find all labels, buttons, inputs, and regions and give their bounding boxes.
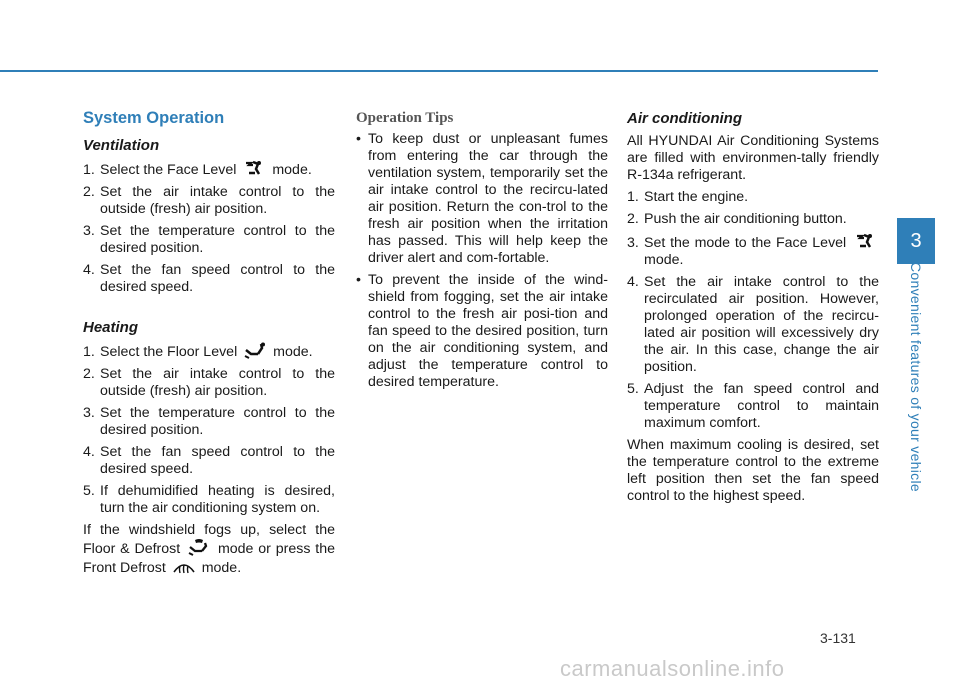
list-item: 3. Set the mode to the Face Level mode.: [627, 233, 879, 269]
air-conditioning-steps: [627, 189, 879, 432]
list-item: 4. Set the fan speed control to the desired speed.: [83, 262, 335, 295]
section-title: System Operation: [83, 109, 225, 127]
heating-title: Heating: [83, 319, 139, 336]
page-number: 3-131: [820, 630, 856, 646]
front-defrost-icon: [170, 558, 198, 575]
header-rule: [0, 70, 878, 72]
list-item: 2. Set the air intake control to the outside (fresh) air position.: [83, 184, 335, 217]
list-item: 4. Set the air intake control to the recirculated air position. However, prolonged operation of the recircu-lated air position will excessively dry the air. In this case, change the air position.: [627, 274, 879, 375]
list-item: 4. Set the fan speed control to the desired speed.: [83, 444, 335, 477]
ventilation-title: Ventilation: [83, 137, 160, 154]
air-conditioning-title: Air conditioning: [627, 110, 742, 127]
list-item: 1. Select the Floor Level mode.: [83, 344, 313, 360]
floor-level-icon: [241, 342, 269, 359]
list-item: 5. Adjust the fan speed control and temperature control to maintain maximum comfort.: [627, 381, 879, 431]
list-item: 5. If dehumidified heating is desired, turn the air conditioning system on.: [83, 483, 335, 516]
operation-tips-title: Operation Tips: [356, 110, 454, 126]
column-right: [627, 110, 879, 510]
face-level-icon: [851, 233, 879, 250]
heating-steps: [83, 342, 335, 517]
list-item: 1. Start the engine.: [627, 189, 749, 205]
list-item: 3. Set the temperature control to the desired position.: [83, 405, 335, 438]
list-item: • To keep dust or unpleasant fumes from entering the car through the ventilation system, temporarily set the air intake control to the recircu-lated air position. Return the con-trol to the fresh air position when the irritation has passed. This will help keep the driver alert and com-fortable.: [356, 131, 608, 266]
air-conditioning-intro: All HYUNDAI Air Conditioning Systems are filled with environmen-tally friendly R-134a refrigerant.: [627, 133, 879, 183]
list-item: • To prevent the inside of the wind-shield from fogging, set the air intake control to the fresh air posi-tion and fan speed to the desired position, turn on the air conditioning system, and adjust the temperature control to desired temperature.: [356, 272, 608, 390]
operation-tips-list: [356, 131, 608, 391]
column-left: [83, 110, 335, 582]
column-middle: [356, 110, 608, 396]
list-item: 3. Set the temperature control to the desired position.: [83, 223, 335, 256]
watermark: carmanualsonline.info: [560, 656, 785, 681]
air-conditioning-closing: When maximum cooling is desired, set the temperature control to the extreme left position then set the fan speed control to the highest speed.: [627, 437, 879, 504]
list-item: 2. Push the air conditioning button.: [627, 211, 847, 227]
list-item: 2. Set the air intake control to the outside (fresh) air position.: [83, 366, 335, 399]
chapter-title: Convenient features of your vehicle: [908, 262, 924, 492]
chapter-tab: 3: [897, 218, 935, 264]
ventilation-steps: [83, 160, 335, 296]
list-item: 1. Select the Face Level mode.: [83, 162, 312, 178]
floor-defrost-icon: [185, 539, 213, 556]
face-level-icon: [240, 160, 268, 177]
heating-note: If the windshield fogs up, select the Floor & Defrost mode or press the Front Defrost mode.: [83, 522, 335, 576]
